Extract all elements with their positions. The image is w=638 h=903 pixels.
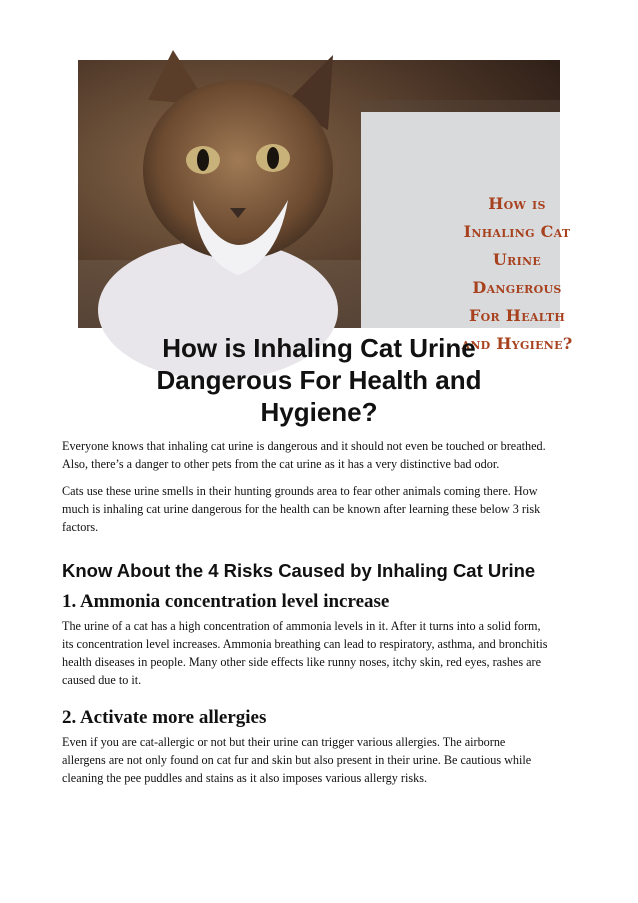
intro-paragraph-2 xyxy=(62,482,574,536)
risk-paragraph-2 xyxy=(62,733,574,787)
text-line: Also, there’s a danger to other pets from the cat urine as it has a very distinctive bad odor. xyxy=(62,457,500,471)
text-line: Cats use these urine smells in their hunting grounds area to fear other animals coming there. How xyxy=(62,484,538,498)
hero-caption-line: Urine xyxy=(492,250,542,269)
text-line: allergens are not only found on cat fur and skin but also present in their urine. Be cautious while xyxy=(62,753,532,767)
text-line: caused due to it. xyxy=(62,673,142,687)
intro-paragraph-1 xyxy=(62,437,574,473)
text-line: factors. xyxy=(62,520,99,534)
hero-image xyxy=(78,60,573,353)
text-line: health diseases in people. Many other side effects like runny noses, itchy skin, red eyes, rashes are xyxy=(62,655,542,669)
text-line: much is inhaling cat urine dangerous for the health can be known after learning these below 3 risk xyxy=(62,502,541,516)
text-line: cleaning the pee puddles and stains as it also imposes various allergy risks. xyxy=(62,771,427,785)
text-line: its concentration level increases. Ammonia breathing can lead to respiratory, asthma, and bronchitis xyxy=(62,637,548,651)
hero-caption-line: For Health xyxy=(468,306,566,325)
title-line: How is Inhaling Cat Urine xyxy=(162,333,476,363)
risk-heading-1: 1. Ammonia concentration level increase xyxy=(62,591,390,612)
risk-paragraph-1 xyxy=(62,617,574,689)
text-line: Everyone knows that inhaling cat urine is dangerous and it should not even be touched or breathed. xyxy=(62,439,546,453)
page-title xyxy=(60,332,578,428)
risk-heading-2: 2. Activate more allergies xyxy=(62,707,267,728)
hero-caption-line: Inhaling Cat xyxy=(463,222,571,241)
title-line: Hygiene? xyxy=(260,397,378,427)
text-line: Even if you are cat-allergic or not but their urine can trigger various allergies. The airborne xyxy=(62,735,506,749)
article-body xyxy=(62,437,574,787)
section-heading: Know About the 4 Risks Caused by Inhaling Cat Urine xyxy=(62,560,536,581)
hero-caption-line: Dangerous xyxy=(472,278,562,297)
text-line: The urine of a cat has a high concentration of ammonia levels in it. After it turns into a solid form, xyxy=(62,619,541,633)
hero-caption-line: How is xyxy=(488,194,546,213)
hero-caption-line: and Hygiene? xyxy=(461,334,573,353)
title-line: Dangerous For Health and xyxy=(156,365,482,395)
